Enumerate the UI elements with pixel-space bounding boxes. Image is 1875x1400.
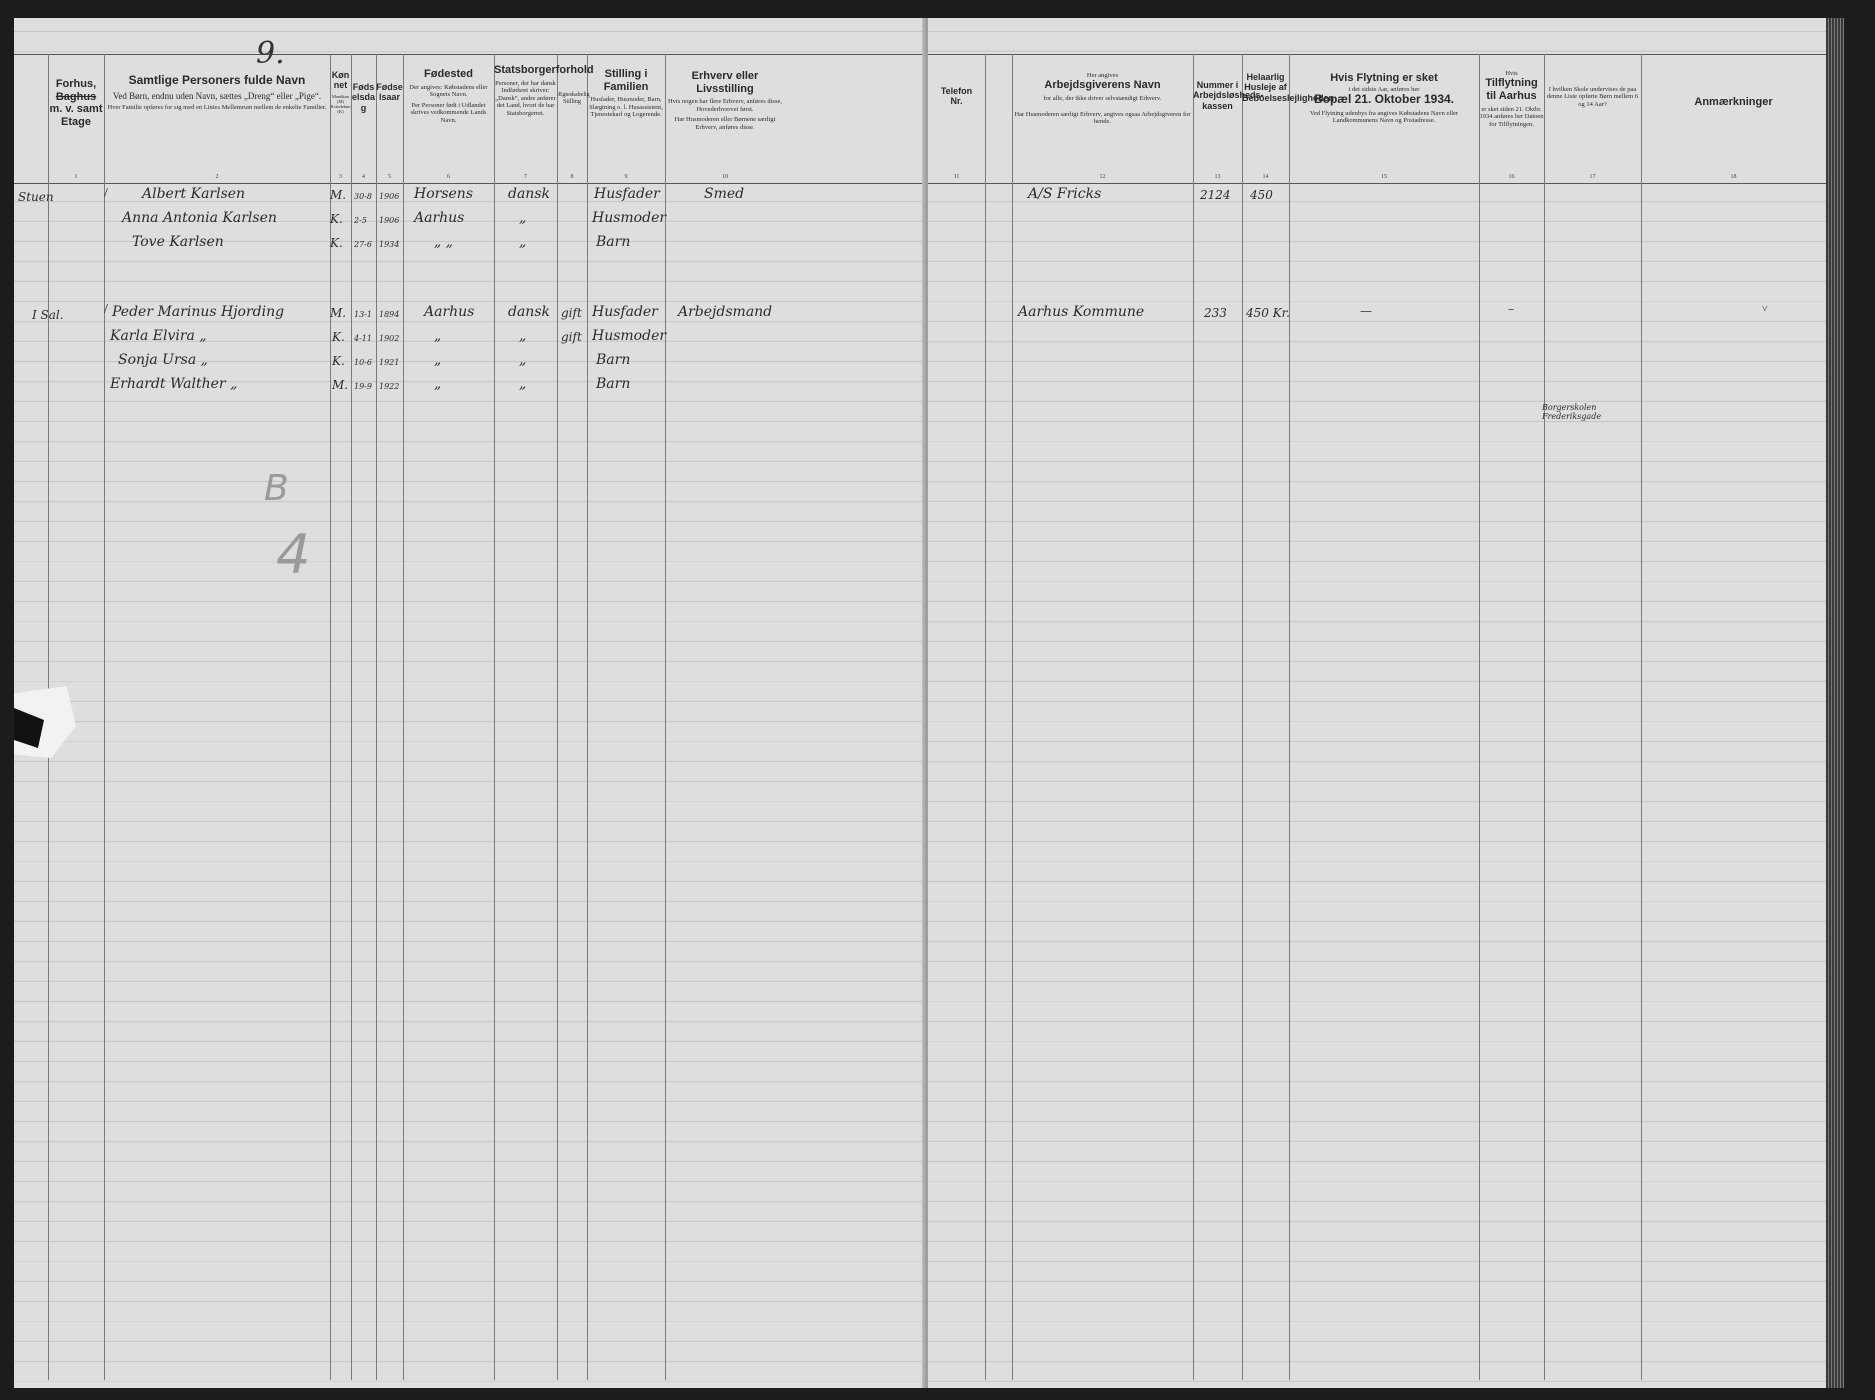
person-birthyear: 1906	[379, 216, 400, 225]
colnum-17: 17	[1589, 174, 1596, 180]
akasse-number: 2124	[1200, 188, 1231, 202]
person-sex: K.	[330, 212, 343, 226]
right-page	[928, 18, 1844, 1388]
person-citizenship: dansk	[508, 304, 550, 320]
colnum-4: 4	[362, 174, 365, 180]
person-birthyear: 1921	[379, 358, 400, 367]
colnum-7: 7	[524, 174, 527, 180]
person-role: Husmoder	[592, 210, 667, 226]
person-birthyear: 1902	[379, 334, 400, 343]
person-sex: M.	[330, 188, 347, 202]
header-akasse: Nummer i Arbejdsløsheds-kassen	[1193, 80, 1264, 111]
person-birthyear: 1894	[379, 310, 400, 319]
person-birthplace: Aarhus	[424, 304, 475, 320]
person-birthplace: „	[434, 352, 442, 368]
header-kon: Kønnet Mandkøn (M) Kvindekøn (K)	[330, 70, 351, 115]
rent: 450	[1250, 188, 1273, 202]
colnum-12: 12	[1099, 174, 1106, 180]
floor-label: Stuen	[18, 190, 54, 204]
header-flytning: Hvis Flytning er sket i det sidste Aar, anføres her Bopæl 21. Oktober 1934. Ved Flytning udenbys fra angives Købstadens Navn eller Landkommunens Navn og Postadresse.	[1309, 72, 1459, 125]
left-page	[14, 18, 927, 1388]
person-birthplace: „	[434, 376, 442, 392]
school-name: Borgerskolen Frederiksgade	[1542, 403, 1602, 421]
header-husleje: Helaarlig Husleje af Beboelseslejligheden	[1242, 72, 1335, 103]
person-citizenship: „	[519, 210, 527, 226]
person-occupation: Smed	[704, 186, 745, 202]
person-occupation: Arbejdsmand	[678, 304, 773, 320]
person-birthyear: 1922	[379, 382, 400, 391]
header-telefon: Telefon Nr.	[940, 86, 973, 107]
header-erhverv: Erhverv eller Livsstilling Hvis nogen har flere Erhverv, anføres disse, Hovederhvervet først. Har Husmoderen eller Børnene særligt Erhverv, anføres disse.	[667, 70, 782, 131]
person-birthday: 30-8	[354, 192, 372, 201]
rent: 450 Kr.	[1246, 306, 1290, 320]
pencil-mark: 4	[276, 523, 311, 586]
person-birthday: 13-1	[354, 310, 372, 319]
colnum-9: 9	[624, 174, 628, 180]
person-name: Albert Karlsen	[142, 186, 246, 202]
header-forhus: Forhus, Baghus m. v. samt Etage	[49, 78, 103, 128]
colnum-3: 3	[339, 174, 342, 180]
header-fodselsaar: Fødselsaar	[376, 82, 403, 103]
colnum-15: 15	[1381, 174, 1387, 180]
header-aegteskab: Ægteskabelig Stilling	[557, 92, 590, 105]
header-statsborger: Statsborgerforhold Personer, der har dansk Indfødsret skriver: „Dansk“, andre anfører det Land, hvori de har Statsborgerret.	[494, 64, 594, 117]
check-mark: ˅	[1762, 304, 1768, 315]
person-citizenship: „	[519, 328, 527, 344]
person-name: Karla Elvira „	[110, 328, 207, 344]
colnum-8: 8	[570, 174, 574, 180]
colnum-13: 13	[1214, 174, 1221, 180]
colnum-1: 1	[74, 174, 78, 180]
person-role: Husmoder	[592, 328, 667, 344]
person-name: Anna Antonia Karlsen	[122, 210, 277, 226]
header-anmaerkninger: Anmærkninger	[1694, 96, 1773, 108]
header-stilling: Stilling i Familien Husfader, Husmoder, Barn, Slægtning o. l. Husassistent, Tjenestekarl og Logerende.	[589, 68, 663, 119]
person-citizenship: „	[519, 376, 527, 392]
person-birthday: 27-6	[354, 240, 372, 249]
person-birthday: 2-5	[354, 216, 367, 225]
header-skole: I hvilken Skole undervises de paa denne Liste opførte Børn mellem 6 og 14 Aar?	[1546, 86, 1639, 108]
page-edges	[1826, 18, 1844, 1388]
colnum-14: 14	[1262, 174, 1269, 180]
colnum-18: 18	[1730, 174, 1737, 180]
person-role: Husfader	[594, 186, 660, 202]
header-arbejdsgiver: Her angives Arbejdsgiverens Navn for alle, der ikke driver selvstændigt Erhverv. Har Husmoderen særligt Erhverv, angives ogsaa Arbejdsgiveren for hende.	[1014, 72, 1191, 126]
arrival-date: –	[1508, 302, 1514, 316]
page-number: 9.	[256, 36, 285, 71]
person-birthplace: Horsens	[414, 186, 474, 202]
colnum-5: 5	[388, 174, 391, 180]
person-sex: K.	[332, 354, 345, 368]
tick-mark: /	[104, 302, 108, 317]
person-birthplace: Aarhus	[414, 210, 465, 226]
header-fodselsdag: Fødselsdag	[351, 82, 375, 113]
person-role: Barn	[596, 376, 631, 392]
person-birthplace: „	[434, 328, 442, 344]
person-sex: K.	[330, 236, 343, 250]
person-name: Peder Marinus Hjording	[112, 304, 285, 320]
floor-label: I Sal.	[32, 308, 64, 322]
person-name: Sonja Ursa „	[118, 352, 208, 368]
colnum-10: 10	[722, 174, 728, 180]
person-name: Erhardt Walther „	[110, 376, 238, 392]
header-fodested: Fødested Der angives: Købstadens eller Sognets Navn. Per Personer født i Udlandet skrives vedkommende Lands Navn.	[409, 68, 488, 124]
person-marital: gift	[561, 330, 582, 344]
person-birthday: 10-6	[354, 358, 372, 367]
akasse-number: 233	[1204, 306, 1227, 320]
pencil-mark: B	[264, 468, 289, 509]
person-sex: M.	[332, 378, 349, 392]
person-birthyear: 1906	[379, 192, 400, 201]
tick-mark: /	[104, 186, 108, 201]
census-ledger-spread	[14, 18, 1844, 1388]
colnum-16: 16	[1508, 174, 1515, 180]
person-sex: K.	[332, 330, 345, 344]
colnum-6: 6	[447, 174, 450, 180]
person-birthplace: „ „	[434, 234, 453, 250]
colnum-11: 11	[953, 174, 960, 180]
person-birthday: 19-9	[354, 382, 372, 391]
colnum-2: 2	[215, 174, 219, 180]
employer: A/S Fricks	[1028, 186, 1102, 202]
person-role: Husfader	[592, 304, 658, 320]
person-citizenship: „	[519, 352, 527, 368]
person-birthyear: 1934	[379, 240, 400, 249]
person-marital: gift	[561, 306, 582, 320]
person-name: Tove Karlsen	[132, 234, 224, 250]
person-birthday: 4-11	[354, 334, 372, 343]
person-role: Barn	[596, 352, 631, 368]
person-sex: M.	[330, 306, 347, 320]
person-citizenship: „	[519, 234, 527, 250]
previous-address: —	[1360, 304, 1372, 318]
header-navn: Samtlige Personers fulde Navn Ved Børn, endnu uden Navn, sættes „Dreng“ eller „Pige“. Hver Familie opføres for sig med en Linies Mellemrum mellem de enkelte Familier.	[107, 73, 327, 112]
person-citizenship: dansk	[508, 186, 550, 202]
person-role: Barn	[596, 234, 631, 250]
header-tilflytning: Hvis Tilflytning til Aarhus er sket siden 21. Oktbr. 1934 anføres her Datoen for Tilflytningen.	[1479, 70, 1544, 128]
employer: Aarhus Kommune	[1018, 304, 1145, 320]
